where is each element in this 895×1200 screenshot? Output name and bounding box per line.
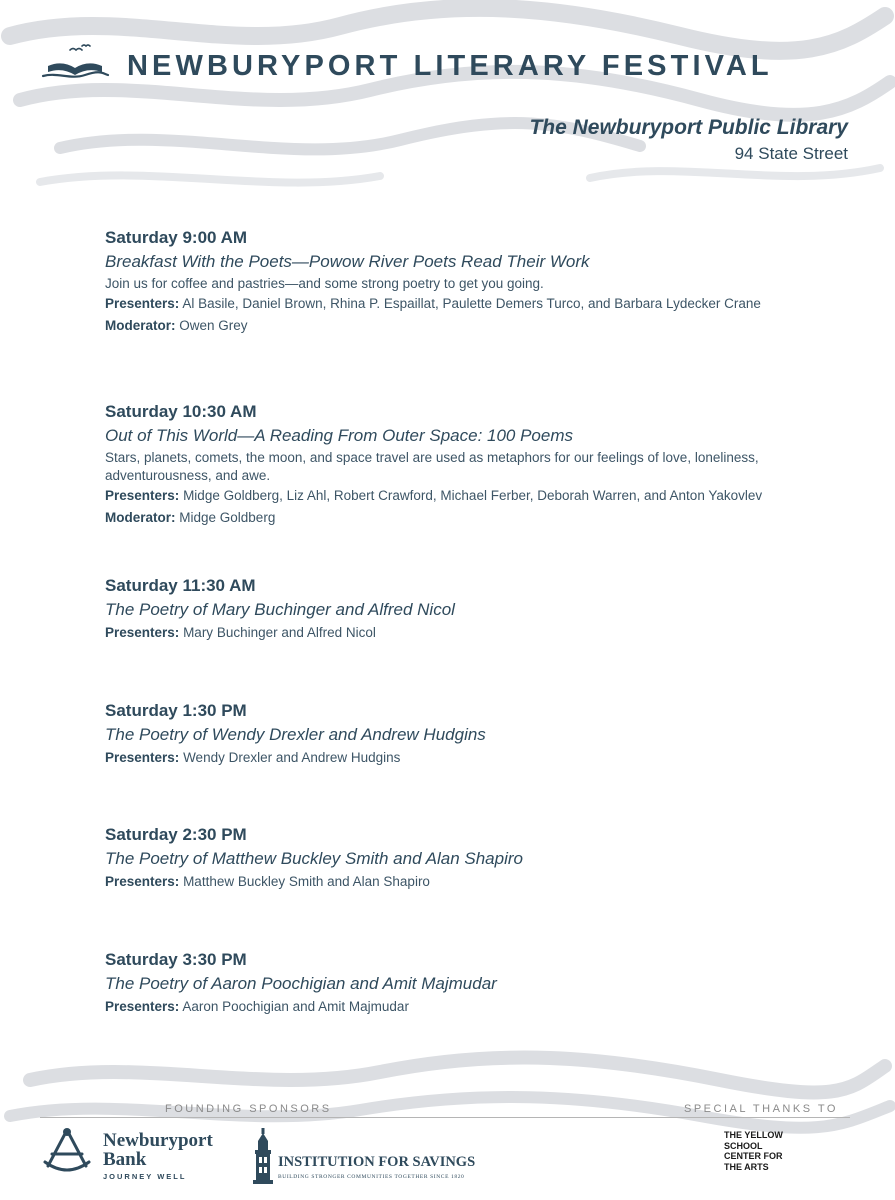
event-schedule — [105, 226, 835, 1072]
institution-for-savings-tagline: BUILDING STRONGER COMMUNITIES TOGETHER SINCE 1820 — [278, 1174, 465, 1180]
presenters-label: Presenters: — [105, 749, 180, 765]
event-title: The Poetry of Matthew Buckley Smith and Alan Shapiro — [105, 849, 523, 868]
event-moderator — [105, 507, 835, 529]
building-logo-icon — [252, 1128, 274, 1184]
yellow-school-line3: CENTER FOR — [724, 1151, 783, 1161]
sextant-logo-icon — [40, 1126, 94, 1176]
event-moderator — [105, 315, 835, 337]
yellow-school-logo — [724, 1130, 814, 1172]
event-item — [105, 574, 835, 699]
presenters-label: Presenters: — [105, 874, 180, 889]
festival-title: NEWBURYPORT LITERARY FESTIVAL — [127, 50, 773, 82]
open-book-birds-logo-icon — [40, 42, 110, 82]
event-title: Breakfast With the Poets—Powow River Poets Read Their Work — [105, 252, 590, 271]
presenters-label: Presenters: — [105, 296, 180, 311]
newburyport-bank-name-line2: Bank — [103, 1149, 147, 1170]
presenters-names: Mary Buchinger and Alfred Nicol — [183, 625, 376, 640]
event-time: Saturday 3:30 PM — [105, 949, 247, 969]
institution-for-savings-name: INSTITUTION FOR SAVINGS — [278, 1154, 476, 1170]
presenters-label: Presenters: — [105, 625, 180, 640]
yellow-school-line2: SCHOOL — [724, 1140, 763, 1151]
event-time: Saturday 11:30 AM — [105, 576, 256, 595]
event-item — [105, 699, 835, 824]
event-title: The Poetry of Wendy Drexler and Andrew Hudgins — [105, 724, 486, 744]
event-title: Out of This World—A Reading From Outer Space: 100 Poems — [105, 426, 574, 445]
presenters-names: Matthew Buckley Smith and Alan Shapiro — [183, 874, 430, 889]
event-item — [105, 226, 835, 400]
moderator-label: Moderator: — [105, 318, 176, 333]
event-title: The Poetry of Aaron Poochigian and Amit Majmudar — [105, 973, 497, 993]
moderator-name: Midge Goldberg — [179, 510, 276, 525]
presenters-names: Midge Goldberg, Liz Ahl, Robert Crawford, Michael Ferber, Deborah Warren, and Anton Yakovlev — [183, 488, 763, 503]
venue-address: 94 State Street — [734, 144, 848, 163]
yellow-school-line1: THE YELLOW — [724, 1130, 783, 1140]
founding-sponsors-label: FOUNDING SPONSORS — [165, 1103, 332, 1115]
newburyport-bank-name-line1: Newburyport — [103, 1130, 213, 1151]
event-presenters — [105, 293, 835, 315]
event-title: The Poetry of Mary Buchinger and Alfred Nicol — [105, 600, 455, 619]
presenters-label: Presenters: — [105, 998, 180, 1014]
event-presenters — [105, 485, 835, 507]
event-item — [105, 948, 835, 1073]
event-item — [105, 823, 835, 948]
decorative-waves-top — [0, 0, 895, 200]
event-item — [105, 400, 835, 574]
event-description: Stars, planets, comets, the moon, and space travel are used as metaphors for our feelings of love, loneliness, adventurousness, and awe. — [105, 450, 759, 483]
moderator-label: Moderator: — [105, 510, 176, 525]
event-time: Saturday 1:30 PM — [105, 700, 247, 720]
yellow-school-line4: THE ARTS — [724, 1161, 769, 1172]
event-presenters — [105, 747, 835, 769]
special-thanks-label: SPECIAL THANKS TO — [684, 1103, 838, 1115]
event-presenters — [105, 996, 835, 1018]
presenters-names: Wendy Drexler and Andrew Hudgins — [183, 749, 401, 765]
sponsor-divider — [40, 1117, 850, 1118]
event-presenters — [105, 622, 835, 644]
newburyport-bank-name — [103, 1131, 213, 1169]
presenters-names: Al Basile, Daniel Brown, Rhina P. Espaillat, Paulette Demers Turco, and Barbara Lydecker Crane — [182, 296, 761, 311]
presenters-names: Aaron Poochigian and Amit Majmudar — [182, 998, 409, 1014]
presenters-label: Presenters: — [105, 488, 180, 503]
event-time: Saturday 2:30 PM — [105, 825, 247, 844]
venue-block — [529, 116, 848, 164]
event-time: Saturday 10:30 AM — [105, 402, 257, 421]
newburyport-bank-tagline: JOURNEY WELL — [103, 1172, 187, 1181]
venue-name: The Newburyport Public Library — [529, 116, 848, 139]
event-description: Join us for coffee and pastries—and some strong poetry to get you going. — [105, 276, 544, 291]
event-presenters — [105, 871, 835, 893]
event-time: Saturday 9:00 AM — [105, 228, 248, 247]
moderator-name: Owen Grey — [179, 318, 248, 333]
